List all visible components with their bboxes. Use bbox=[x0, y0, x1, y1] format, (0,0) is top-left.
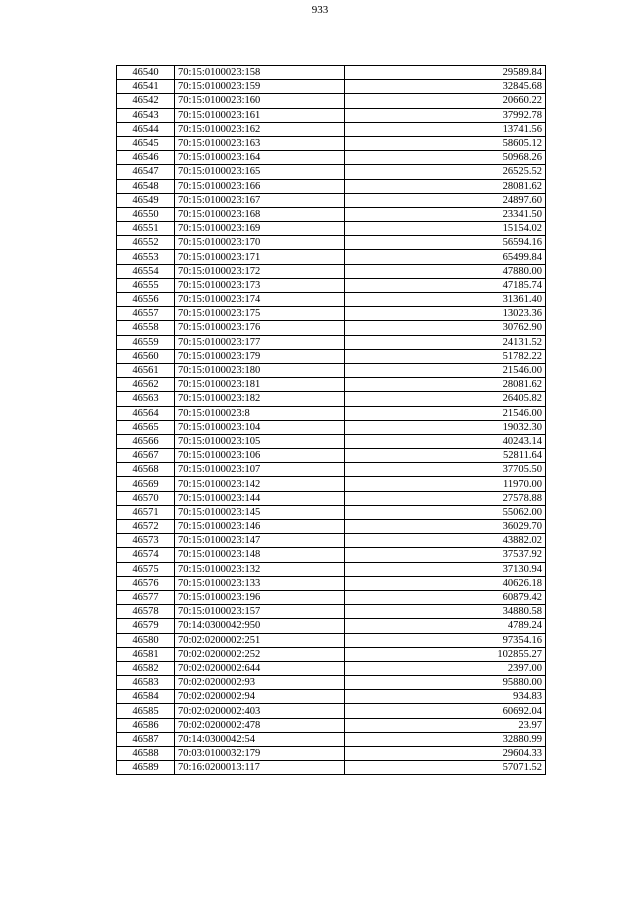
cadastral-number-cell: 70:15:0100023:162 bbox=[175, 122, 345, 136]
row-number-cell: 46567 bbox=[117, 449, 175, 463]
row-number-cell: 46559 bbox=[117, 335, 175, 349]
cadastral-value-cell: 102855.27 bbox=[345, 647, 546, 661]
table-row bbox=[117, 605, 546, 619]
row-number-cell: 46586 bbox=[117, 718, 175, 732]
table-row bbox=[117, 122, 546, 136]
table-row bbox=[117, 732, 546, 746]
cadastral-number-cell: 70:14:0300042:54 bbox=[175, 732, 345, 746]
row-number-cell: 46579 bbox=[117, 619, 175, 633]
cadastral-number-cell: 70:02:0200002:251 bbox=[175, 633, 345, 647]
table-row bbox=[117, 520, 546, 534]
cadastral-value-cell: 19032.30 bbox=[345, 420, 546, 434]
table-row bbox=[117, 420, 546, 434]
cadastral-number-cell: 70:15:0100023:176 bbox=[175, 321, 345, 335]
cadastral-value-cell: 24131.52 bbox=[345, 335, 546, 349]
row-number-cell: 46563 bbox=[117, 392, 175, 406]
table-row bbox=[117, 704, 546, 718]
cadastral-value-cell: 29604.33 bbox=[345, 747, 546, 761]
cadastral-number-cell: 70:02:0200002:478 bbox=[175, 718, 345, 732]
cadastral-number-cell: 70:15:0100023:161 bbox=[175, 108, 345, 122]
cadastral-value-cell: 30762.90 bbox=[345, 321, 546, 335]
cadastral-value-cell: 43882.02 bbox=[345, 534, 546, 548]
cadastral-number-cell: 70:02:0200002:644 bbox=[175, 661, 345, 675]
cadastral-number-cell: 70:15:0100023:179 bbox=[175, 349, 345, 363]
cadastral-value-cell: 95880.00 bbox=[345, 676, 546, 690]
row-number-cell: 46589 bbox=[117, 761, 175, 775]
cadastral-number-cell: 70:15:0100023:180 bbox=[175, 363, 345, 377]
row-number-cell: 46573 bbox=[117, 534, 175, 548]
cadastral-number-cell: 70:15:0100023:167 bbox=[175, 193, 345, 207]
cadastral-number-cell: 70:14:0300042:950 bbox=[175, 619, 345, 633]
row-number-cell: 46546 bbox=[117, 151, 175, 165]
row-number-cell: 46587 bbox=[117, 732, 175, 746]
cadastral-value-cell: 21546.00 bbox=[345, 363, 546, 377]
cadastral-value-cell: 37705.50 bbox=[345, 463, 546, 477]
cadastral-number-cell: 70:15:0100023:160 bbox=[175, 94, 345, 108]
cadastral-number-cell: 70:15:0100023:181 bbox=[175, 378, 345, 392]
row-number-cell: 46557 bbox=[117, 307, 175, 321]
cadastral-value-cell: 4789.24 bbox=[345, 619, 546, 633]
table-row bbox=[117, 747, 546, 761]
row-number-cell: 46588 bbox=[117, 747, 175, 761]
cadastral-value-cell: 23341.50 bbox=[345, 207, 546, 221]
cadastral-value-cell: 11970.00 bbox=[345, 477, 546, 491]
table-row bbox=[117, 690, 546, 704]
cadastral-number-cell: 70:15:0100023:133 bbox=[175, 576, 345, 590]
row-number-cell: 46558 bbox=[117, 321, 175, 335]
cadastral-value-cell: 934.83 bbox=[345, 690, 546, 704]
table-row bbox=[117, 363, 546, 377]
row-number-cell: 46566 bbox=[117, 434, 175, 448]
table-row bbox=[117, 151, 546, 165]
cadastral-number-cell: 70:15:0100023:173 bbox=[175, 278, 345, 292]
row-number-cell: 46560 bbox=[117, 349, 175, 363]
row-number-cell: 46555 bbox=[117, 278, 175, 292]
row-number-cell: 46577 bbox=[117, 590, 175, 604]
cadastral-value-cell: 40626.18 bbox=[345, 576, 546, 590]
table-row bbox=[117, 378, 546, 392]
cadastral-value-cell: 47185.74 bbox=[345, 278, 546, 292]
cadastral-value-cell: 28081.62 bbox=[345, 179, 546, 193]
cadastral-value-cell: 26405.82 bbox=[345, 392, 546, 406]
page-number: 933 bbox=[311, 4, 329, 16]
row-number-cell: 46583 bbox=[117, 676, 175, 690]
table-row bbox=[117, 392, 546, 406]
row-number-cell: 46582 bbox=[117, 661, 175, 675]
row-number-cell: 46570 bbox=[117, 491, 175, 505]
cadastral-number-cell: 70:15:0100023:172 bbox=[175, 264, 345, 278]
cadastral-number-cell: 70:15:0100023:142 bbox=[175, 477, 345, 491]
cadastral-value-cell: 34880.58 bbox=[345, 605, 546, 619]
row-number-cell: 46543 bbox=[117, 108, 175, 122]
row-number-cell: 46553 bbox=[117, 250, 175, 264]
cadastral-value-cell: 20660.22 bbox=[345, 94, 546, 108]
table-row bbox=[117, 562, 546, 576]
cadastral-value-cell: 37537.92 bbox=[345, 548, 546, 562]
cadastral-value-cell: 24897.60 bbox=[345, 193, 546, 207]
cadastral-value-cell: 27578.88 bbox=[345, 491, 546, 505]
cadastral-number-cell: 70:03:0100032:179 bbox=[175, 747, 345, 761]
row-number-cell: 46585 bbox=[117, 704, 175, 718]
cadastral-number-cell: 70:15:0100023:174 bbox=[175, 293, 345, 307]
table-row bbox=[117, 250, 546, 264]
cadastral-value-cell: 37992.78 bbox=[345, 108, 546, 122]
cadastral-number-cell: 70:15:0100023:148 bbox=[175, 548, 345, 562]
row-number-cell: 46542 bbox=[117, 94, 175, 108]
row-number-cell: 46571 bbox=[117, 505, 175, 519]
table-row bbox=[117, 633, 546, 647]
cadastral-number-cell: 70:15:0100023:169 bbox=[175, 222, 345, 236]
row-number-cell: 46549 bbox=[117, 193, 175, 207]
cadastral-value-cell: 32880.99 bbox=[345, 732, 546, 746]
cadastral-number-cell: 70:15:0100023:175 bbox=[175, 307, 345, 321]
cadastral-value-cell: 13741.56 bbox=[345, 122, 546, 136]
cadastral-value-cell: 37130.94 bbox=[345, 562, 546, 576]
table-row bbox=[117, 321, 546, 335]
table-row bbox=[117, 661, 546, 675]
row-number-cell: 46580 bbox=[117, 633, 175, 647]
row-number-cell: 46565 bbox=[117, 420, 175, 434]
table-row bbox=[117, 434, 546, 448]
cadastral-value-cell: 2397.00 bbox=[345, 661, 546, 675]
cadastral-value-cell: 31361.40 bbox=[345, 293, 546, 307]
cadastral-number-cell: 70:02:0200002:403 bbox=[175, 704, 345, 718]
cadastral-number-cell: 70:15:0100023:182 bbox=[175, 392, 345, 406]
row-number-cell: 46569 bbox=[117, 477, 175, 491]
table-row bbox=[117, 66, 546, 80]
row-number-cell: 46550 bbox=[117, 207, 175, 221]
cadastral-number-cell: 70:15:0100023:107 bbox=[175, 463, 345, 477]
cadastral-value-cell: 15154.02 bbox=[345, 222, 546, 236]
cadastral-number-cell: 70:15:0100023:177 bbox=[175, 335, 345, 349]
cadastral-number-cell: 70:15:0100023:157 bbox=[175, 605, 345, 619]
table-row bbox=[117, 647, 546, 661]
row-number-cell: 46561 bbox=[117, 363, 175, 377]
cadastral-number-cell: 70:15:0100023:170 bbox=[175, 236, 345, 250]
row-number-cell: 46568 bbox=[117, 463, 175, 477]
table-row bbox=[117, 293, 546, 307]
table-row bbox=[117, 193, 546, 207]
cadastral-value-cell: 50968.26 bbox=[345, 151, 546, 165]
cadastral-number-cell: 70:15:0100023:144 bbox=[175, 491, 345, 505]
cadastral-number-cell: 70:15:0100023:196 bbox=[175, 590, 345, 604]
cadastral-number-cell: 70:02:0200002:252 bbox=[175, 647, 345, 661]
row-number-cell: 46541 bbox=[117, 80, 175, 94]
cadastral-value-cell: 28081.62 bbox=[345, 378, 546, 392]
cadastral-value-cell: 21546.00 bbox=[345, 406, 546, 420]
table-row bbox=[117, 108, 546, 122]
row-number-cell: 46575 bbox=[117, 562, 175, 576]
table-row bbox=[117, 463, 546, 477]
table-row bbox=[117, 207, 546, 221]
row-number-cell: 46545 bbox=[117, 136, 175, 150]
cadastral-value-cell: 97354.16 bbox=[345, 633, 546, 647]
table-row bbox=[117, 94, 546, 108]
table-row bbox=[117, 349, 546, 363]
cadastral-number-cell: 70:15:0100023:159 bbox=[175, 80, 345, 94]
table-row bbox=[117, 236, 546, 250]
table-row bbox=[117, 335, 546, 349]
table-row bbox=[117, 590, 546, 604]
row-number-cell: 46544 bbox=[117, 122, 175, 136]
cadastral-number-cell: 70:15:0100023:164 bbox=[175, 151, 345, 165]
cadastral-value-cell: 29589.84 bbox=[345, 66, 546, 80]
table-row bbox=[117, 264, 546, 278]
cadastral-value-cell: 57071.52 bbox=[345, 761, 546, 775]
cadastral-value-cell: 26525.52 bbox=[345, 165, 546, 179]
table-body bbox=[117, 66, 546, 775]
cadastral-value-table bbox=[116, 65, 546, 775]
cadastral-number-cell: 70:15:0100023:163 bbox=[175, 136, 345, 150]
cadastral-value-cell: 32845.68 bbox=[345, 80, 546, 94]
cadastral-number-cell: 70:15:0100023:105 bbox=[175, 434, 345, 448]
cadastral-number-cell: 70:16:0200013:117 bbox=[175, 761, 345, 775]
cadastral-value-cell: 13023.36 bbox=[345, 307, 546, 321]
cadastral-number-cell: 70:15:0100023:165 bbox=[175, 165, 345, 179]
table-row bbox=[117, 406, 546, 420]
cadastral-value-cell: 36029.70 bbox=[345, 520, 546, 534]
row-number-cell: 46572 bbox=[117, 520, 175, 534]
table-row bbox=[117, 449, 546, 463]
row-number-cell: 46562 bbox=[117, 378, 175, 392]
table-row bbox=[117, 165, 546, 179]
row-number-cell: 46564 bbox=[117, 406, 175, 420]
cadastral-number-cell: 70:15:0100023:147 bbox=[175, 534, 345, 548]
cadastral-number-cell: 70:02:0200002:94 bbox=[175, 690, 345, 704]
cadastral-value-cell: 47880.00 bbox=[345, 264, 546, 278]
cadastral-value-cell: 65499.84 bbox=[345, 250, 546, 264]
table-row bbox=[117, 718, 546, 732]
cadastral-number-cell: 70:15:0100023:132 bbox=[175, 562, 345, 576]
cadastral-value-cell: 60879.42 bbox=[345, 590, 546, 604]
cadastral-value-cell: 52811.64 bbox=[345, 449, 546, 463]
row-number-cell: 46584 bbox=[117, 690, 175, 704]
cadastral-number-cell: 70:02:0200002:93 bbox=[175, 676, 345, 690]
row-number-cell: 46552 bbox=[117, 236, 175, 250]
table-row bbox=[117, 619, 546, 633]
row-number-cell: 46551 bbox=[117, 222, 175, 236]
cadastral-value-cell: 58605.12 bbox=[345, 136, 546, 150]
table-row bbox=[117, 222, 546, 236]
cadastral-number-cell: 70:15:0100023:145 bbox=[175, 505, 345, 519]
cadastral-number-cell: 70:15:0100023:146 bbox=[175, 520, 345, 534]
cadastral-number-cell: 70:15:0100023:106 bbox=[175, 449, 345, 463]
row-number-cell: 46578 bbox=[117, 605, 175, 619]
table-row bbox=[117, 505, 546, 519]
cadastral-number-cell: 70:15:0100023:158 bbox=[175, 66, 345, 80]
cadastral-number-cell: 70:15:0100023:166 bbox=[175, 179, 345, 193]
table-row bbox=[117, 534, 546, 548]
row-number-cell: 46574 bbox=[117, 548, 175, 562]
row-number-cell: 46554 bbox=[117, 264, 175, 278]
table-row bbox=[117, 576, 546, 590]
cadastral-value-cell: 51782.22 bbox=[345, 349, 546, 363]
row-number-cell: 46556 bbox=[117, 293, 175, 307]
cadastral-value-cell: 60692.04 bbox=[345, 704, 546, 718]
cadastral-value-cell: 40243.14 bbox=[345, 434, 546, 448]
table-row bbox=[117, 491, 546, 505]
table-row bbox=[117, 676, 546, 690]
row-number-cell: 46547 bbox=[117, 165, 175, 179]
cadastral-number-cell: 70:15:0100023:168 bbox=[175, 207, 345, 221]
cadastral-number-cell: 70:15:0100023:171 bbox=[175, 250, 345, 264]
table-row bbox=[117, 548, 546, 562]
table-row bbox=[117, 477, 546, 491]
cadastral-value-cell: 55062.00 bbox=[345, 505, 546, 519]
row-number-cell: 46548 bbox=[117, 179, 175, 193]
table-row bbox=[117, 179, 546, 193]
row-number-cell: 46540 bbox=[117, 66, 175, 80]
table-row bbox=[117, 307, 546, 321]
cadastral-number-cell: 70:15:0100023:8 bbox=[175, 406, 345, 420]
table-row bbox=[117, 761, 546, 775]
table-row bbox=[117, 136, 546, 150]
cadastral-value-cell: 56594.16 bbox=[345, 236, 546, 250]
row-number-cell: 46581 bbox=[117, 647, 175, 661]
row-number-cell: 46576 bbox=[117, 576, 175, 590]
cadastral-value-cell: 23.97 bbox=[345, 718, 546, 732]
table-row bbox=[117, 80, 546, 94]
table-row bbox=[117, 278, 546, 292]
cadastral-number-cell: 70:15:0100023:104 bbox=[175, 420, 345, 434]
